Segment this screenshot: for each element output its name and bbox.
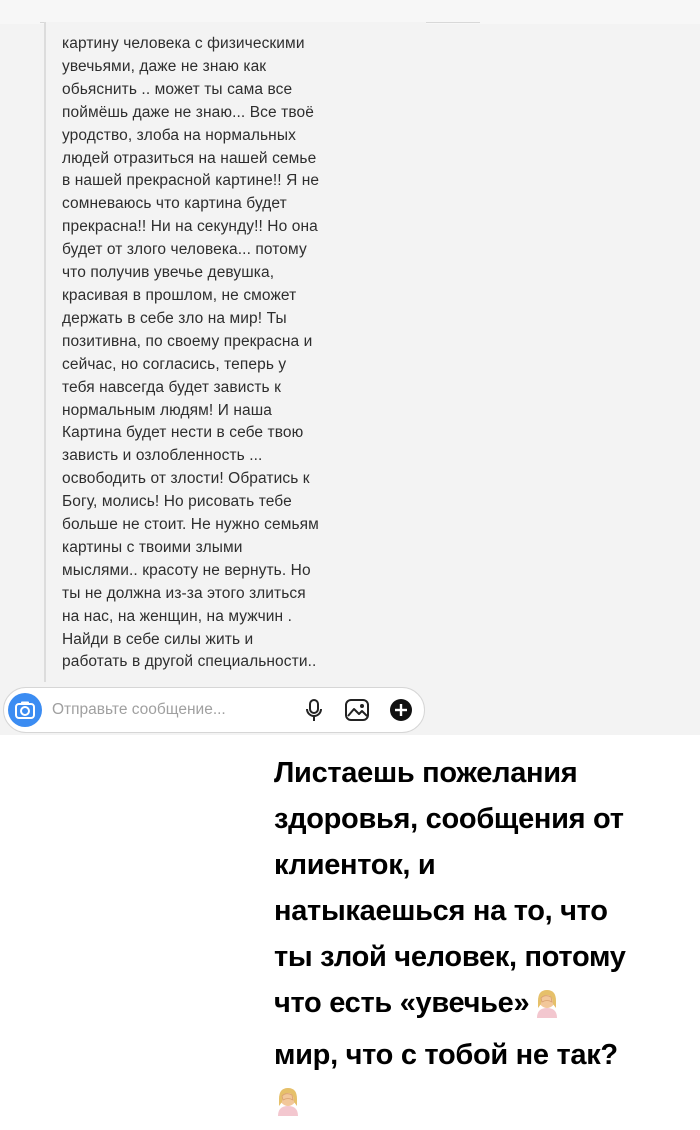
message-line: картины с твоими злыми xyxy=(62,538,243,556)
caption-line: здоровья, сообщения от xyxy=(266,796,632,842)
microphone-icon[interactable] xyxy=(301,697,327,723)
message-line: ты не должна из-за этого злиться xyxy=(62,584,306,602)
message-line: будет от злого человека... потому xyxy=(62,241,307,259)
message-line: обьяснить .. может ты сама все xyxy=(62,80,293,98)
message-text xyxy=(62,33,392,674)
message-line: картину человека с физическими xyxy=(62,35,305,52)
caption-line: что есть «увечье» xyxy=(266,980,569,1032)
message-line: нормальным людям! И наша xyxy=(62,401,272,419)
camera-button[interactable] xyxy=(8,693,42,727)
message-line: на нас, на женщин, на мужчин . xyxy=(62,607,292,625)
message-line: больше не стоит. Не нужно семьям xyxy=(62,516,319,534)
message-line: мыслями.. красоту не вернуть. Но xyxy=(62,561,311,579)
message-line: людей отразиться на нашей семье xyxy=(62,149,317,167)
top-edge xyxy=(0,0,700,24)
caption-emoji-line xyxy=(266,1078,310,1130)
message-line: что получив увечье девушка, xyxy=(62,264,275,282)
message-line: прекрасна!! Ни на секунду!! Но она xyxy=(62,218,318,236)
message-line: поймёшь даже не знаю... Все твоё xyxy=(62,103,314,121)
facepalm-emoji-icon xyxy=(274,1086,302,1128)
message-line: сейчас, но согласись, теперь у xyxy=(62,355,287,373)
message-line: Картина будет нести в себе твою xyxy=(62,424,304,442)
message-line: увечьями, даже не знаю как xyxy=(62,57,267,75)
message-composer xyxy=(3,687,425,733)
caption-line: натыкаешься на то, что xyxy=(266,888,616,934)
message-line: сомневаюсь что картина будет xyxy=(62,195,287,213)
caption-line: мир, что с тобой не так? xyxy=(266,1032,626,1078)
message-line: в нашей прекрасной картине!! Я не xyxy=(62,172,320,190)
caption-line: клиенток, и xyxy=(266,842,443,888)
message-line: тебя навсегда будет зависть к xyxy=(62,378,282,396)
story-caption xyxy=(266,750,696,1130)
facepalm-emoji-icon xyxy=(533,988,561,1030)
message-line: работать в другой специальности.. xyxy=(62,653,317,671)
caption-line: ты злой человек, потому xyxy=(266,934,634,980)
message-line: Найди в себе силы жить и xyxy=(62,630,254,648)
message-line: позитивна, по своему прекрасна и xyxy=(62,332,313,350)
plus-icon[interactable] xyxy=(388,697,414,723)
gallery-icon[interactable] xyxy=(344,697,370,723)
message-input[interactable] xyxy=(52,688,282,732)
message-line: Богу, молись! Но рисовать тебе xyxy=(62,493,292,511)
message-line: красивая в прошлом, не сможет xyxy=(62,286,297,304)
message-line: уродство, злоба на нормальных xyxy=(62,126,296,144)
camera-icon xyxy=(15,701,35,719)
caption-line: Листаешь пожелания xyxy=(266,750,585,796)
message-line: держать в себе зло на мир! Ты xyxy=(62,309,287,327)
message-line: зависть и озлобленность ... xyxy=(62,447,263,465)
message-line: освободить от злости! Обратись к xyxy=(62,470,310,488)
